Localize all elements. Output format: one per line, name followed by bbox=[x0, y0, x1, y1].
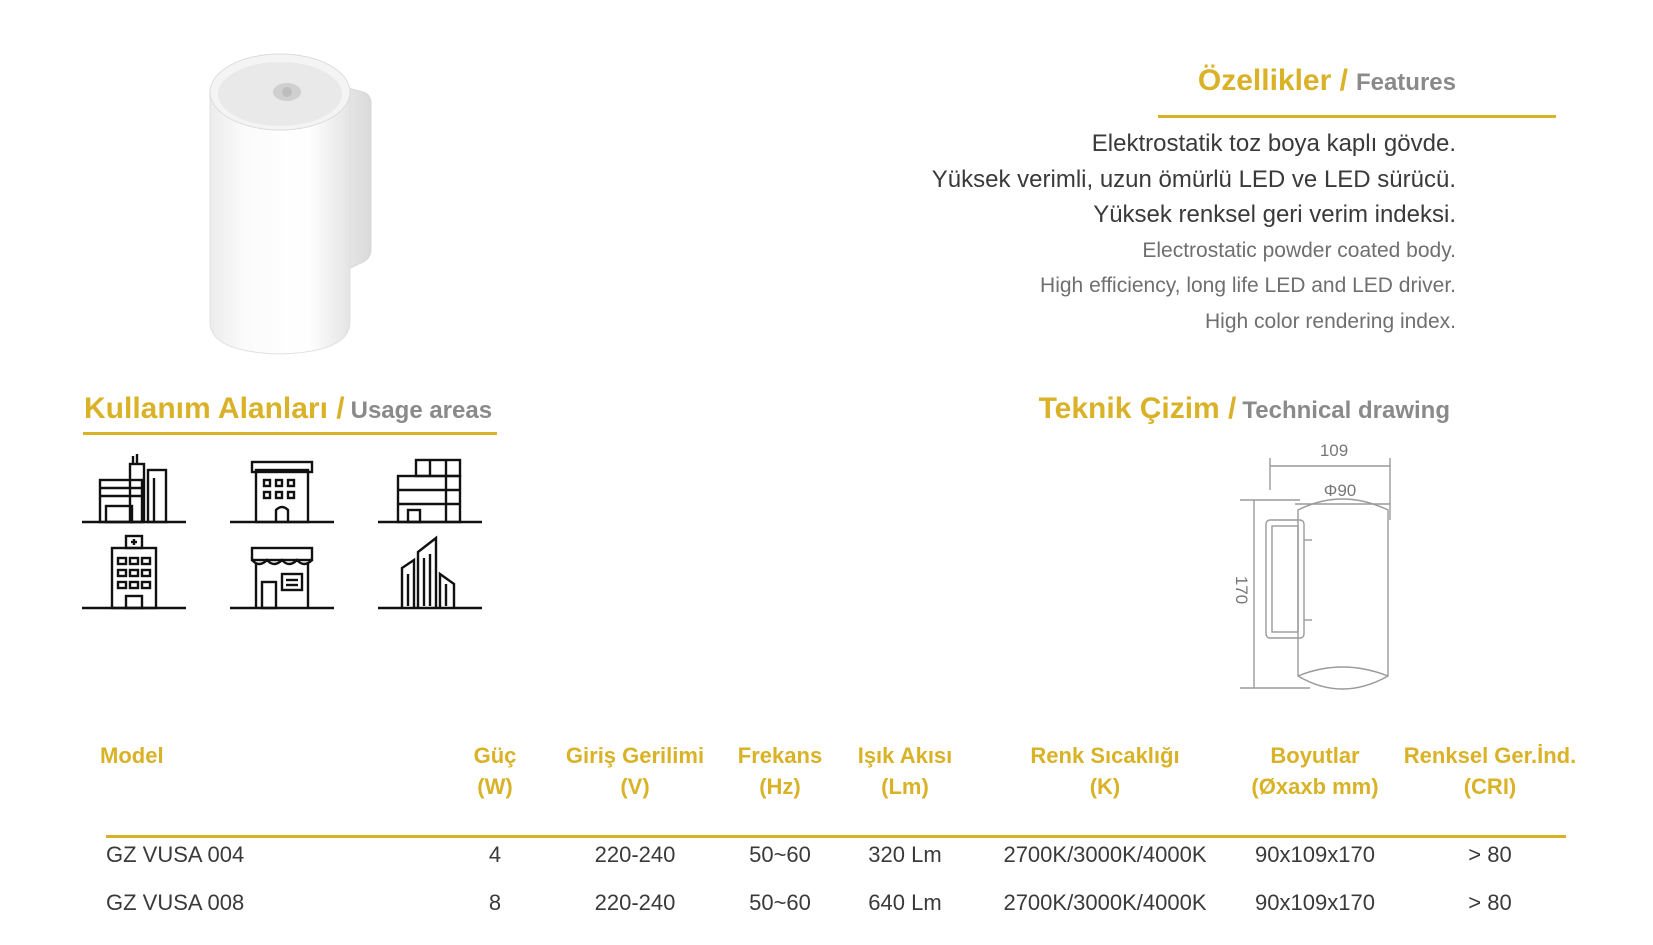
cell-cri: > 80 bbox=[1468, 842, 1512, 867]
feature-item-tr: Yüksek verimli, uzun ömürlü LED ve LED sürücü. bbox=[931, 165, 1456, 193]
cell-voltage: 220-240 bbox=[594, 842, 676, 867]
features-divider bbox=[1158, 115, 1556, 118]
usage-title-en: Usage areas bbox=[350, 397, 493, 424]
features-heading bbox=[1198, 64, 1456, 98]
cell-power: 4 bbox=[488, 842, 502, 867]
cell-power: 8 bbox=[488, 890, 502, 915]
cell-frequency: 50~60 bbox=[749, 842, 811, 867]
technical-drawing bbox=[1232, 440, 1440, 715]
cell-model: GZ VUSA 004 bbox=[106, 842, 245, 867]
usage-title-tr: Kullanım Alanları / bbox=[84, 392, 345, 425]
hotel-icon bbox=[230, 462, 334, 522]
cell-flux: 320 Lm bbox=[868, 842, 942, 867]
header-model: Model bbox=[100, 743, 164, 768]
header-power: Güç (W) bbox=[473, 743, 517, 799]
features-list bbox=[932, 126, 1456, 339]
header-input-voltage: Giriş Gerilimi (V) bbox=[565, 743, 705, 799]
technical-title-en: Technical drawing bbox=[1242, 397, 1450, 424]
cell-frequency: 50~60 bbox=[749, 890, 811, 915]
office-building-icon bbox=[378, 460, 482, 522]
usage-heading bbox=[84, 392, 492, 426]
header-color-temperature: Renk Sıcaklığı (K) bbox=[1030, 743, 1180, 799]
feature-item-en: High color rendering index. bbox=[1205, 309, 1456, 333]
store-icon bbox=[230, 548, 334, 608]
table-divider bbox=[106, 835, 1566, 838]
feature-item-tr: Yüksek renksel geri verim indeksi. bbox=[1093, 201, 1456, 228]
technical-title-tr: Teknik Çizim / bbox=[1038, 392, 1237, 425]
cell-cri: > 80 bbox=[1468, 890, 1512, 915]
features-title-tr: Özellikler / bbox=[1197, 64, 1348, 97]
header-dimensions: Boyutlar (Øxaxb mm) bbox=[1251, 743, 1379, 799]
feature-item-en: High efficiency, long life LED and LED driver. bbox=[1040, 274, 1456, 297]
dimension-diameter: Φ90 bbox=[1323, 481, 1357, 500]
cell-model: GZ VUSA 008 bbox=[106, 890, 245, 915]
cell-color-temp: 2700K/3000K/4000K bbox=[1003, 842, 1207, 867]
hospital-icon bbox=[82, 536, 186, 608]
cell-voltage: 220-240 bbox=[594, 890, 676, 915]
dimension-height: 170 bbox=[1232, 575, 1251, 605]
header-frequency: Frekans (Hz) bbox=[737, 743, 823, 799]
cell-dimensions: 90x109x170 bbox=[1255, 842, 1375, 867]
skyscraper-icon bbox=[378, 538, 482, 608]
header-cri: Renksel Ger.İnd. (CRI) bbox=[1403, 743, 1577, 799]
factory-icon bbox=[82, 454, 186, 522]
technical-heading bbox=[1039, 392, 1450, 426]
cell-color-temp: 2700K/3000K/4000K bbox=[1003, 890, 1207, 915]
feature-item-tr: Elektrostatik toz boya kaplı gövde. bbox=[1091, 130, 1456, 157]
header-luminous-flux: Işık Akısı (Lm) bbox=[857, 743, 953, 799]
usage-icons bbox=[82, 450, 502, 620]
feature-item-en: Electrostatic powder coated body. bbox=[1142, 238, 1456, 262]
features-title-en: Features bbox=[1355, 69, 1456, 96]
usage-divider bbox=[83, 432, 497, 435]
dimension-width: 109 bbox=[1319, 441, 1349, 460]
cell-flux: 640 Lm bbox=[868, 890, 942, 915]
cell-dimensions: 90x109x170 bbox=[1255, 890, 1375, 915]
product-image bbox=[175, 22, 405, 362]
